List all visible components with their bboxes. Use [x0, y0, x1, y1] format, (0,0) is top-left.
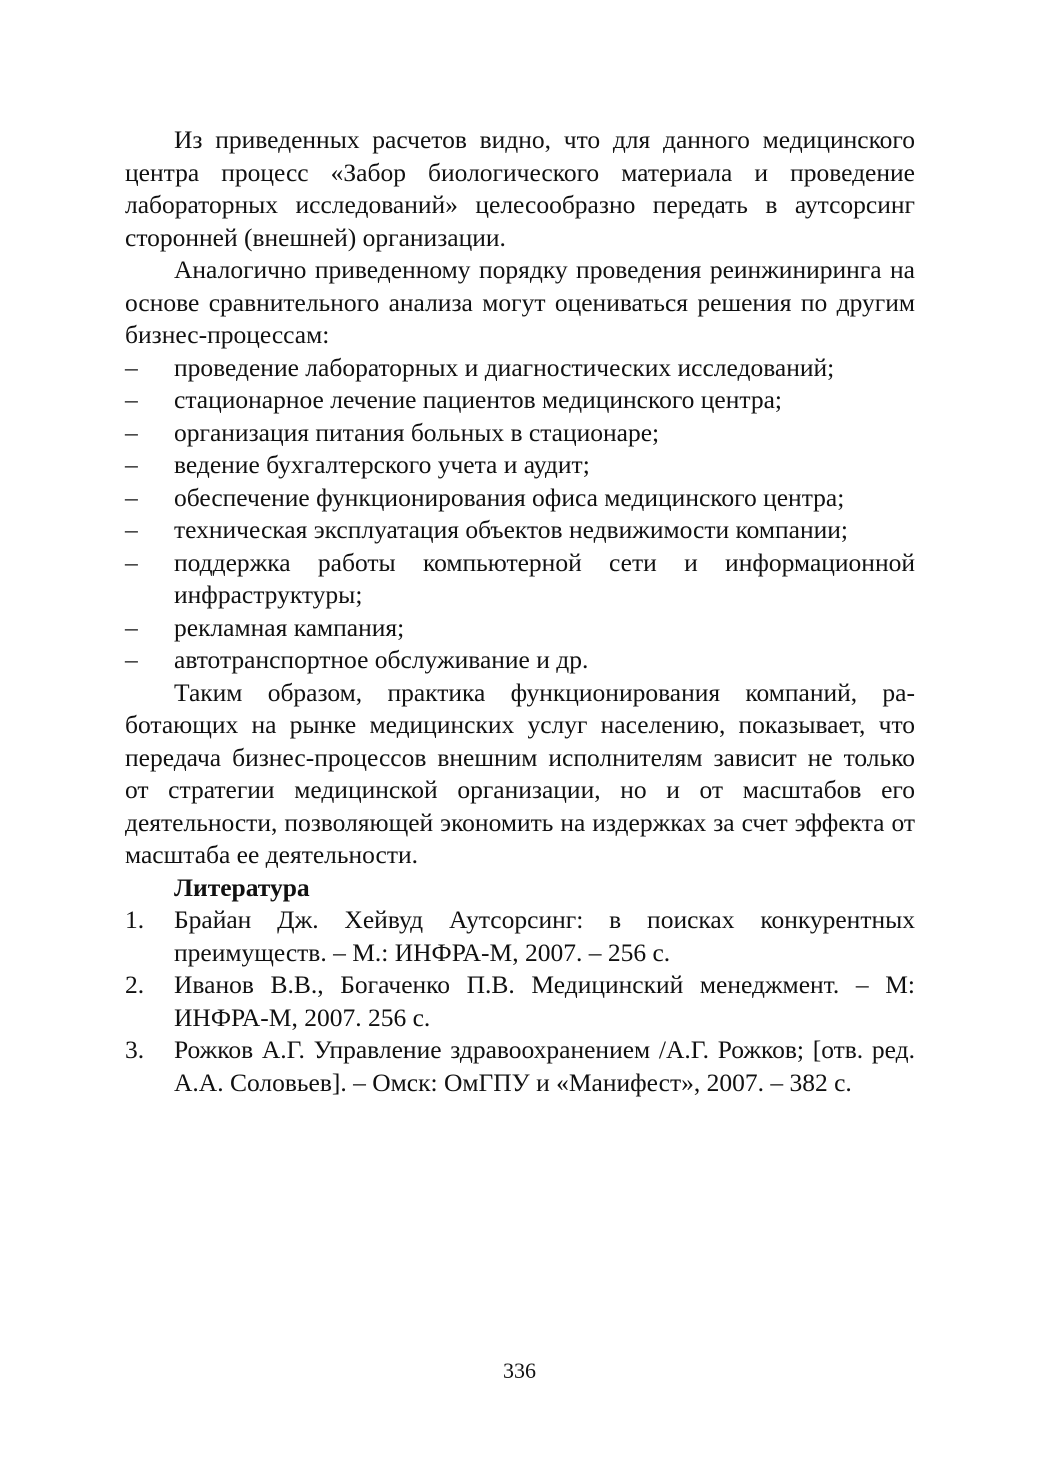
page-body — [125, 124, 915, 1099]
list-item — [125, 482, 915, 515]
reference-item — [125, 1034, 915, 1099]
list-item — [125, 547, 915, 612]
list-dash: – — [125, 482, 138, 512]
reference-number: 1. — [125, 905, 145, 934]
list-item-text: рекламная кампания; — [174, 612, 405, 642]
list-dash: – — [125, 417, 138, 447]
reference-item — [125, 904, 915, 969]
paragraph-outsourcing-conclusion: Из приведенных расчетов видно, что для данного медицинского центра процесс «Забор биологического материала и проведение лабораторных исследований» целесообразно передать в аутсорсинг сторонней (внешней) организации. — [125, 125, 915, 252]
reference-text: Иванов В.В., Богаченко П.В. Медицинский менеджмент. – М: ИНФРА-М, 2007. 256 с. — [174, 970, 915, 1032]
reference-text: Рожков А.Г. Управление здравоохранением /А.Г. Рожков; [отв. ред. А.А. Соловьев]. – Омск: ОмГПУ и «Манифест», 2007. – 382 с. — [174, 1035, 915, 1097]
business-process-list — [125, 352, 915, 677]
list-item — [125, 352, 915, 385]
list-item — [125, 644, 915, 677]
reference-number: 2. — [125, 970, 145, 999]
reference-item — [125, 969, 915, 1034]
page-number: 336 — [503, 1358, 536, 1383]
list-dash: – — [125, 352, 138, 382]
list-item-text: автотранспортное обслуживание и др. — [174, 645, 589, 674]
list-item-text: проведение лабораторных и диагностических исследований; — [174, 352, 835, 382]
list-dash: – — [125, 515, 138, 544]
reference-text: Брайан Дж. Хейвуд Аутсорсинг: в поисках конкурентных преимуществ. – М.: ИНФРА-М, 2007. – 256 с. — [174, 905, 915, 967]
list-item-text: техническая эксплуатация объектов недвижимости компании; — [174, 515, 848, 544]
references-heading: Литература — [174, 872, 310, 902]
list-dash: – — [125, 645, 138, 674]
list-item — [125, 612, 915, 645]
reference-number: 3. — [125, 1035, 145, 1064]
references-list — [125, 904, 915, 1099]
list-item — [125, 384, 915, 417]
list-item-text: обеспечение функционирования офиса медицинского центра; — [174, 482, 845, 512]
list-dash: – — [125, 547, 138, 577]
list-item-text: стационарное лечение пациентов медицинского центра; — [174, 385, 782, 414]
list-item — [125, 449, 915, 482]
list-dash: – — [125, 385, 138, 414]
list-item — [125, 417, 915, 450]
list-item-text: поддержка работы компьютерной сети и информационной инфраструктуры; — [174, 547, 915, 609]
paragraph-summary: Таким образом, практика функционирования компаний, работающих на рынке медицинских услуг населению, показывает, что передача бизнес-процессов внешним исполнителям зависит не только от стратегии медицинской организации, но и от масштабов его деятельности, позволяющей экономить на издержках за счет эффекта от масштаба ее деятельности. — [125, 677, 915, 869]
list-dash: – — [125, 450, 138, 479]
list-dash: – — [125, 612, 138, 642]
list-item-text: ведение бухгалтерского учета и аудит; — [174, 450, 590, 479]
list-item-text: организация питания больных в стационаре; — [174, 417, 660, 447]
list-item — [125, 514, 915, 547]
paragraph-reengineering-intro: Аналогично приведенному порядку проведения реинжиниринга на основе сравнительного анализа могут оцениваться решения по другим бизнес-процессам: — [125, 255, 915, 349]
